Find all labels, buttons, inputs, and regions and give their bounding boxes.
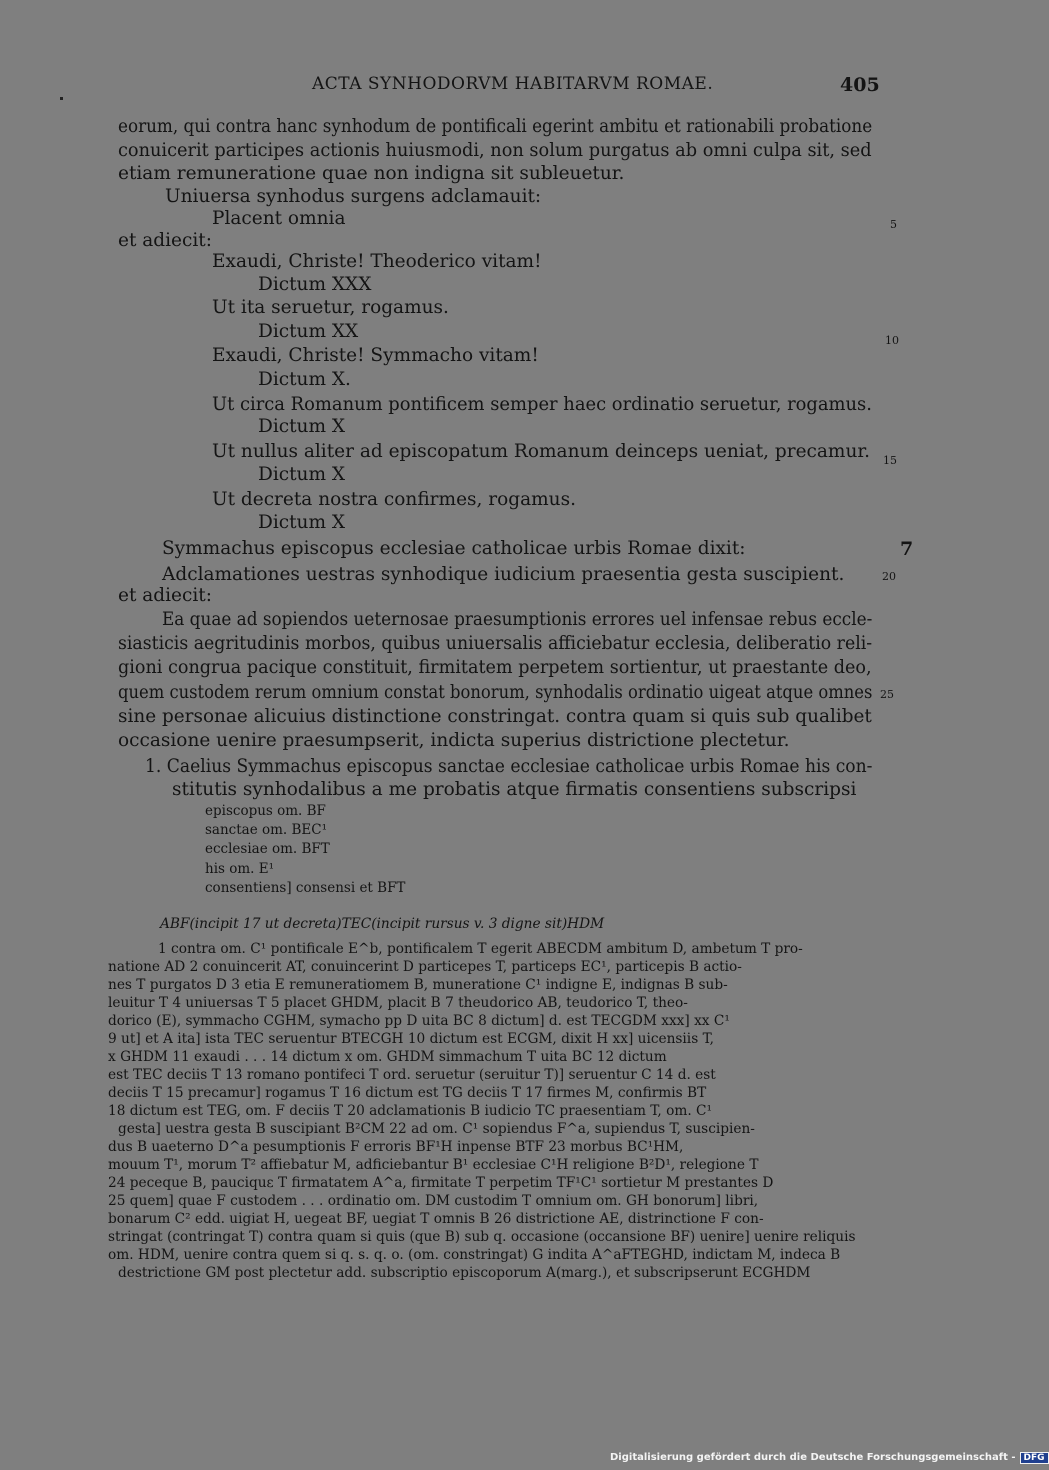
text-line: Exaudi, Christe! Symmacho vitam!	[212, 345, 539, 366]
note-line: consentiens] consensi et BFT	[205, 880, 406, 896]
text-line: Dictum XXX	[258, 274, 372, 295]
text-line: occasione uenire praesumpserit, indicta superius districtione plectetur.	[118, 730, 790, 751]
text-line: Ut nullus aliter ad episcopatum Romanum deinceps ueniat, precamur.	[212, 441, 871, 462]
text-line: etiam remuneratione quae non indigna sit subleuetur.	[118, 163, 625, 184]
text-line: Ut circa Romanum pontificem semper haec ordinatio seruetur, rogamus.	[212, 394, 872, 415]
apparatus-line: mouum T¹, morum T² affiebatur M, adficiebantur B¹ ecclesiae C¹H religione B²D¹, relegione T	[108, 1157, 759, 1173]
text-line: eorum, qui contra hanc synhodum de pontificali egerint ambitu et rationabili probatione	[118, 116, 873, 137]
page-number: 405	[840, 74, 880, 96]
dfg-logo: DFG	[1020, 1452, 1049, 1464]
text-line: et adiecit:	[118, 230, 212, 251]
line-number: 25	[880, 688, 894, 701]
line-number: 15	[883, 454, 897, 467]
text-line: Symmachus episcopus ecclesiae catholicae urbis Romae dixit:	[162, 538, 746, 559]
apparatus-line: om. HDM, uenire contra quem si q. s. q. o. (om. constringat) G indita A^aFTEGHD, indictam M, indeca B	[108, 1247, 841, 1263]
footer-text: Digitalisierung gefördert durch die Deutsche Forschungsgemeinschaft -	[610, 1452, 1016, 1463]
text-line: Placent omnia	[212, 208, 346, 229]
apparatus-line: nes T purgatos D 3 etia E remuneratiomem B, muneratione C¹ indigne E, indignas B sub-	[108, 977, 728, 993]
line-number: 5	[890, 218, 897, 231]
text-line: Ea quae ad sopiendos ueternosae praesumptionis errores uel infensae rebus eccle-	[162, 609, 873, 630]
apparatus-line: natione AD 2 conuincerit AT, conuincerint D particepes T, particeps EC¹, particepis B actio-	[108, 959, 742, 975]
apparatus-line: 9 ut] et A ita] ista TEC seruentur BTECGH 10 dictum est ECGM, dixit H xx] uicensiis T,	[108, 1031, 715, 1047]
apparatus-line: 18 dictum est TEG, om. F deciis T 20 adclamationis B iudicio TC praesentiam T, om. C¹	[108, 1103, 712, 1119]
text-line: Exaudi, Christe! Theoderico vitam!	[212, 251, 542, 272]
apparatus-line: 24 peceque B, pauciquε T firmatatem A^a, firmitate T perpetim TF¹C¹ sortietur M prestantes D	[108, 1175, 774, 1191]
apparatus-line: dorico (E), symmacho CGHM, symacho pp D uita BC 8 dictum] d. est TECGDM xxx] xx C¹	[108, 1013, 730, 1029]
text-line: Ut decreta nostra confirmes, rogamus.	[212, 489, 576, 510]
text-line: conuicerit participes actionis huiusmodi, non solum purgatus ab omni culpa sit, sed	[118, 140, 872, 161]
text-line: Dictum X	[258, 512, 346, 533]
running-title: ACTA SYNHODORVM HABITARVM ROMAE.	[312, 74, 714, 94]
text-line: Dictum X	[258, 464, 346, 485]
text-line: sine personae alicuius distinctione constringat. contra quam si quis sub qualibet	[118, 706, 872, 727]
text-line: Adclamationes uestras synhodique iudicium praesentia gesta suscipient.	[162, 564, 845, 585]
text-line: Dictum XX	[258, 321, 359, 342]
line-number: 20	[882, 570, 896, 583]
apparatus-sigla: ABF(incipit 17 ut decreta)TEC(incipit rursus v. 3 digne sit)HDM	[160, 916, 605, 932]
text-line: Dictum X	[258, 416, 346, 437]
section-number: 7	[900, 538, 914, 560]
scan-speck	[60, 97, 63, 100]
apparatus-line: est TEC deciis T 13 romano pontifeci T ord. seruetur (seruitur T)] seruentur C 14 d. est	[108, 1067, 716, 1083]
apparatus-line: x GHDM 11 exaudi . . . 14 dictum x om. GHDM simmachum T uita BC 12 dictum	[108, 1049, 667, 1065]
apparatus-line: dus B uaeterno D^a pesumptionis F erroris BF¹H inpense BTF 23 morbus BC¹HM,	[108, 1139, 684, 1155]
text-line: Dictum X.	[258, 369, 351, 390]
apparatus-line: 25 quem] quae F custodem . . . ordinatio om. DM custodim T omnium om. GH bonorum] libri,	[108, 1193, 759, 1209]
text-line: gioni congrua pacique constituit, firmitatem perpetem sortientur, ut praestante deo,	[118, 657, 872, 678]
note-line: his om. E¹	[205, 861, 275, 877]
apparatus-line: bonarum C² edd. uigiat H, uegeat BF, uegiat T omnis B 26 districtione AE, distrinctione F con-	[108, 1211, 764, 1227]
note-line: ecclesiae om. BFT	[205, 841, 330, 857]
apparatus-line: leuitur T 4 uniuersas T 5 placet GHDM, placit B 7 theudorico AB, teudorico T, theo-	[108, 995, 688, 1011]
text-line: stitutis synhodalibus a me probatis atque firmatis consentiens subscripsi	[172, 779, 857, 800]
apparatus-line: destrictione GM post plectetur add. subscriptio episcoporum A(marg.), et subscripserunt ECGHDM	[118, 1265, 811, 1281]
text-line: siasticis aegritudinis morbos, quibus uniuersalis afficiebatur ecclesia, deliberatio reli-	[118, 633, 873, 654]
text-line: et adiecit:	[118, 585, 212, 606]
text-line: 1. Caelius Symmachus episcopus sanctae ecclesiae catholicae urbis Romae his con-	[145, 756, 873, 777]
text-line: Ut ita seruetur, rogamus.	[212, 297, 449, 318]
line-number: 10	[885, 334, 899, 347]
apparatus-line: 1 contra om. C¹ pontificale E^b, pontificalem T egerit ABECDM ambitum D, ambetum T pro-	[158, 941, 803, 957]
apparatus-line: deciis T 15 precamur] rogamus T 16 dictum est TG deciis T 17 firmes M, confirmis BT	[108, 1085, 707, 1101]
note-line: episcopus om. BF	[205, 803, 326, 819]
apparatus-line: gesta] uestra gesta B suscipiant B²CM 22 ad om. C¹ sopiendus F^a, supiendus T, suscipien-	[118, 1121, 755, 1137]
text-line: Uniuersa synhodus surgens adclamauit:	[165, 186, 542, 207]
apparatus-line: stringat (contringat T) contra quam si quis (que B) sub q. occasione (occansione BF) uenire] uenire reliquis	[108, 1229, 856, 1245]
funding-footer	[610, 1452, 1049, 1464]
text-line: quem custodem rerum omnium constat bonorum, synhodalis ordinatio uigeat atque omnes	[118, 682, 873, 703]
note-line: sanctae om. BEC¹	[205, 822, 328, 838]
